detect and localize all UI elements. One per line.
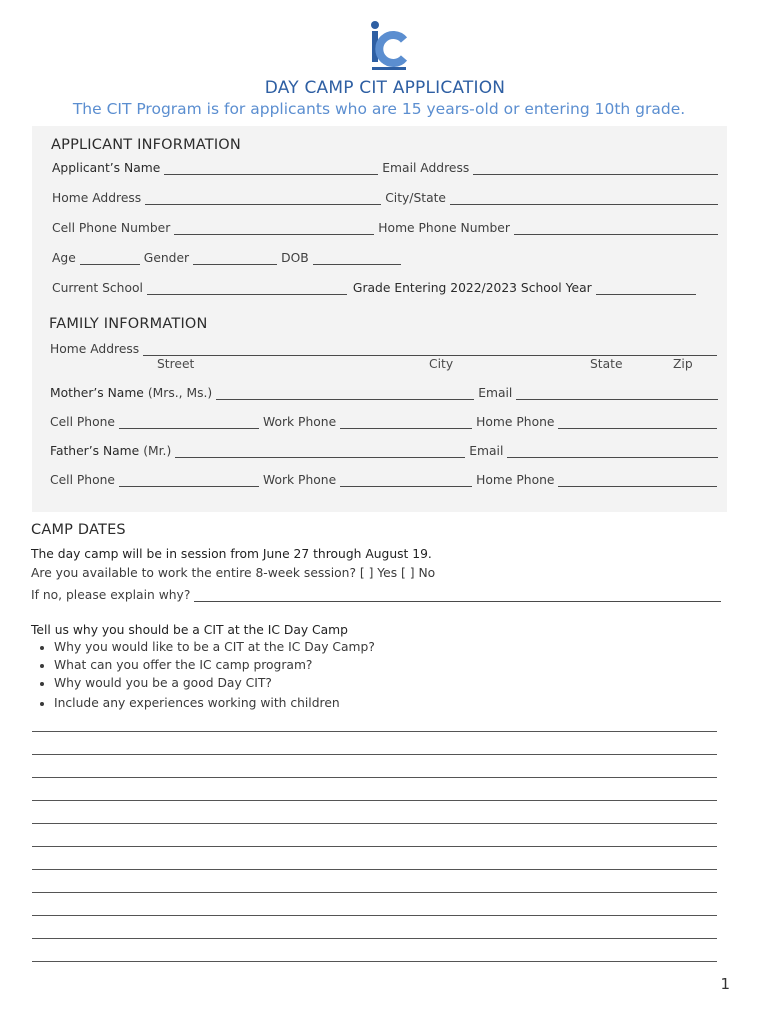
city-label: City: [429, 357, 454, 371]
bullet-item: • What can you offer the IC camp program?: [54, 656, 375, 674]
home-address-label: Home Address: [52, 191, 142, 205]
father-cell-label: Cell Phone: [50, 473, 115, 487]
zip-label: Zip: [673, 357, 693, 371]
answer-line[interactable]: [32, 731, 717, 732]
applicant-name-label: Applicant’s Name: [52, 161, 161, 175]
gender-label: Gender: [143, 251, 190, 265]
page-title: DAY CAMP CIT APPLICATION: [264, 78, 506, 98]
city-state-field[interactable]: [450, 192, 718, 205]
cell-phone-label: Cell Phone Number: [52, 221, 171, 235]
email-address-label: Email Address: [382, 161, 470, 175]
applicant-info-heading: APPLICANT INFORMATION: [51, 137, 241, 153]
mother-cell-field[interactable]: [119, 416, 259, 429]
mother-name-field[interactable]: [216, 387, 474, 400]
family-info-heading: FAMILY INFORMATION: [49, 316, 208, 332]
mother-phones-row: [50, 415, 717, 429]
dob-field[interactable]: [313, 252, 401, 265]
answer-line[interactable]: [32, 938, 717, 939]
father-home-label: Home Phone: [476, 473, 555, 487]
page-subtitle: The CIT Program is for applicants who are 15 years-old or entering 10th grade.: [72, 100, 686, 118]
grade-entering-field[interactable]: [596, 282, 696, 295]
mother-row: [50, 386, 718, 400]
family-home-address-label: Home Address: [50, 342, 140, 356]
answer-line[interactable]: [32, 777, 717, 778]
mother-title-label: (Mrs., Ms.): [147, 386, 213, 400]
father-work-field[interactable]: [340, 474, 472, 487]
current-school-label: Current School: [52, 281, 143, 295]
age-gender-dob-row: [52, 251, 401, 265]
mother-cell-label: Cell Phone: [50, 415, 115, 429]
camp-dates-heading: CAMP DATES: [31, 522, 126, 538]
father-email-field[interactable]: [507, 445, 718, 458]
street-label: Street: [157, 357, 195, 371]
home-address-field[interactable]: [145, 192, 381, 205]
city-state-label: City/State: [385, 191, 446, 205]
dob-label: DOB: [281, 251, 309, 265]
home-phone-label: Home Phone Number: [378, 221, 510, 235]
family-address-row: [50, 342, 717, 356]
father-name-label: Father’s Name: [50, 444, 140, 458]
gender-field[interactable]: [193, 252, 277, 265]
session-dates-text: The day camp will be in session from June 27 through August 19.: [31, 547, 432, 561]
mother-home-field[interactable]: [558, 416, 717, 429]
family-home-address-field[interactable]: [143, 343, 717, 356]
answer-line[interactable]: [32, 915, 717, 916]
bullet-item: • Include any experiences working with children: [54, 694, 375, 712]
cell-phone-field[interactable]: [174, 222, 374, 235]
age-label: Age: [52, 251, 76, 265]
school-row: [52, 281, 696, 295]
answer-line[interactable]: [32, 869, 717, 870]
father-phones-row: [50, 473, 717, 487]
mother-email-label: Email: [478, 386, 513, 400]
current-school-field[interactable]: [147, 282, 347, 295]
explain-field[interactable]: [194, 589, 721, 602]
age-field[interactable]: [80, 252, 140, 265]
mother-work-field[interactable]: [340, 416, 472, 429]
answer-line[interactable]: [32, 846, 717, 847]
availability-question: Are you available to work the entire 8-week session? [ ] Yes [ ] No: [31, 566, 436, 580]
father-name-field[interactable]: [175, 445, 465, 458]
father-home-field[interactable]: [558, 474, 717, 487]
home-address-row: [52, 191, 718, 205]
answer-line[interactable]: [32, 823, 717, 824]
explain-row: [31, 588, 721, 602]
answer-line[interactable]: [32, 892, 717, 893]
why-cit-heading: Tell us why you should be a CIT at the IC Day Camp: [31, 623, 348, 637]
why-cit-bullets: [34, 638, 375, 712]
applicant-name-row: [52, 161, 718, 175]
grade-entering-label: Grade Entering 2022/2023 School Year: [352, 281, 592, 295]
ic-logo: [368, 20, 408, 78]
explain-label: If no, please explain why?: [31, 588, 191, 602]
father-email-label: Email: [469, 444, 504, 458]
answer-line[interactable]: [32, 800, 717, 801]
mother-work-label: Work Phone: [263, 415, 337, 429]
father-cell-field[interactable]: [119, 474, 259, 487]
bullet-item: • Why would you be a good Day CIT?: [54, 674, 375, 692]
bullet-item: • Why you would like to be a CIT at the IC Day Camp?: [54, 638, 375, 656]
phone-row: [52, 221, 718, 235]
applicant-name-field[interactable]: [164, 162, 378, 175]
home-phone-field[interactable]: [514, 222, 718, 235]
mother-name-label: Mother’s Name: [50, 386, 144, 400]
state-label: State: [590, 357, 623, 371]
page-number: 1: [720, 975, 730, 993]
father-title-label: (Mr.): [143, 444, 172, 458]
father-row: [50, 444, 718, 458]
father-work-label: Work Phone: [263, 473, 337, 487]
answer-line[interactable]: [32, 754, 717, 755]
mother-home-label: Home Phone: [476, 415, 555, 429]
answer-line[interactable]: [32, 961, 717, 962]
email-address-field[interactable]: [473, 162, 718, 175]
mother-email-field[interactable]: [516, 387, 718, 400]
